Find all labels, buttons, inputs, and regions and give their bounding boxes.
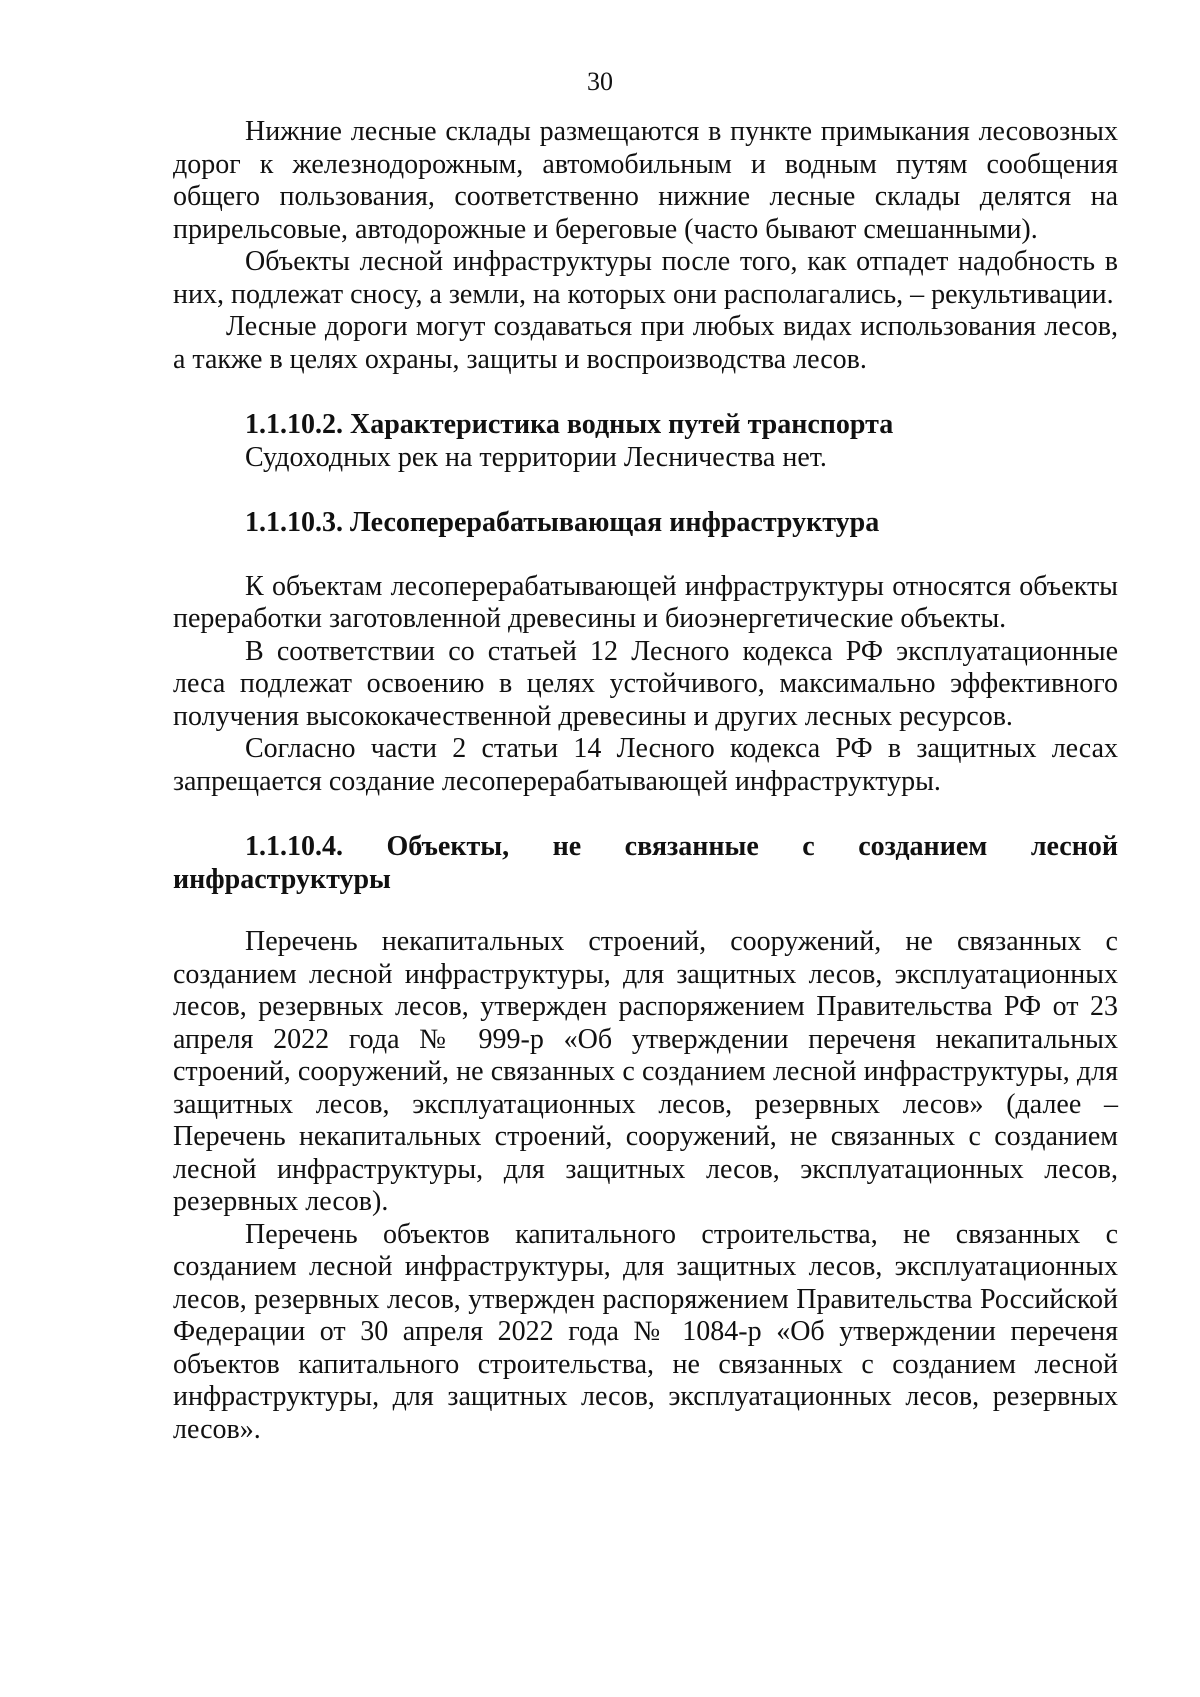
- paragraph-processing-objects: К объектам лесоперерабатывающей инфраструктуры относятся объекты переработки заготовленной древесины и биоэнергетические объекты.: [173, 570, 1118, 634]
- spacer: [173, 896, 1118, 926]
- section-heading-unrelated-objects: 1.1.10.4. Объекты, не связанные с созданием лесной инфраструктуры: [173, 831, 1118, 895]
- paragraph-capital-list: Перечень объектов капитального строительства, не связанных с созданием лесной инфраструктуры, для защитных лесов, эксплуатационных лесов, резервных лесов, утвержден распоряжением Правительства Российской Федерации от 30 апреля 2022 года № 1084-р «Об утверждении переченя объектов капитального строительства, не связанных с созданием лесной инфраструктуры, для защитных лесов, эксплуатационных лесов, резервных лесов».: [173, 1218, 1118, 1445]
- spacer: [173, 376, 1118, 409]
- paragraph-forest-roads: Лесные дороги могут создаваться при любых видах использования лесов, а также в целях охраны, защиты и воспроизводства лесов.: [173, 311, 1118, 375]
- paragraph-article-12: В соответствии со статьей 12 Лесного кодекса РФ эксплуатационные леса подлежат освоению в целях устойчивого, максимально эффективного получения высококачественной древесины и других лесных ресурсов.: [173, 635, 1118, 732]
- spacer: [173, 540, 1118, 571]
- page-content: [173, 116, 1118, 1446]
- paragraph-noncapital-list: Перечень некапитальных строений, сооружений, не связанных с созданием лесной инфраструктуры, для защитных лесов, эксплуатационных лесов, резервных лесов, утвержден распоряжением Правительства РФ от 23 апреля 2022 года № 999-р «Об утверждении переченя некапитальных строений, сооружений, не связанных с созданием лесной инфраструктуры, для защитных лесов, эксплуатационных лесов, резервных лесов» (далее – Перечень некапитальных строений, сооружений, не связанных с созданием лесной инфраструктуры, для защитных лесов, эксплуатационных лесов, резервных лесов).: [173, 926, 1118, 1217]
- page-number: 30: [587, 67, 613, 96]
- paragraph-article-14: Согласно части 2 статьи 14 Лесного кодекса РФ в защитных лесах запрещается создание лесоперерабатывающей инфраструктуры.: [173, 733, 1118, 797]
- section-heading-wood-processing: 1.1.10.3. Лесоперерабатывающая инфраструктура: [245, 507, 880, 538]
- paragraph-lower-warehouses: Нижние лесные склады размещаются в пункте примыкания лесовозных дорог к железнодорожным, автомобильным и водным путям сообщения общего пользования, соответственно нижние лесные склады делятся на прирельсовые, автодорожные и береговые (часто бывают смешанными).: [173, 116, 1118, 245]
- section-heading-water-transport: 1.1.10.2. Характеристика водных путей транспорта: [245, 409, 894, 440]
- paragraph-no-navigable-rivers: Судоходных рек на территории Лесничества нет.: [245, 441, 827, 473]
- spacer: [173, 798, 1118, 831]
- spacer: [173, 474, 1118, 507]
- paragraph-infrastructure-removal: Объекты лесной инфраструктуры после того, как отпадет надобность в них, подлежат сносу, а земли, на которых они располагались, – рекультивации.: [173, 246, 1118, 310]
